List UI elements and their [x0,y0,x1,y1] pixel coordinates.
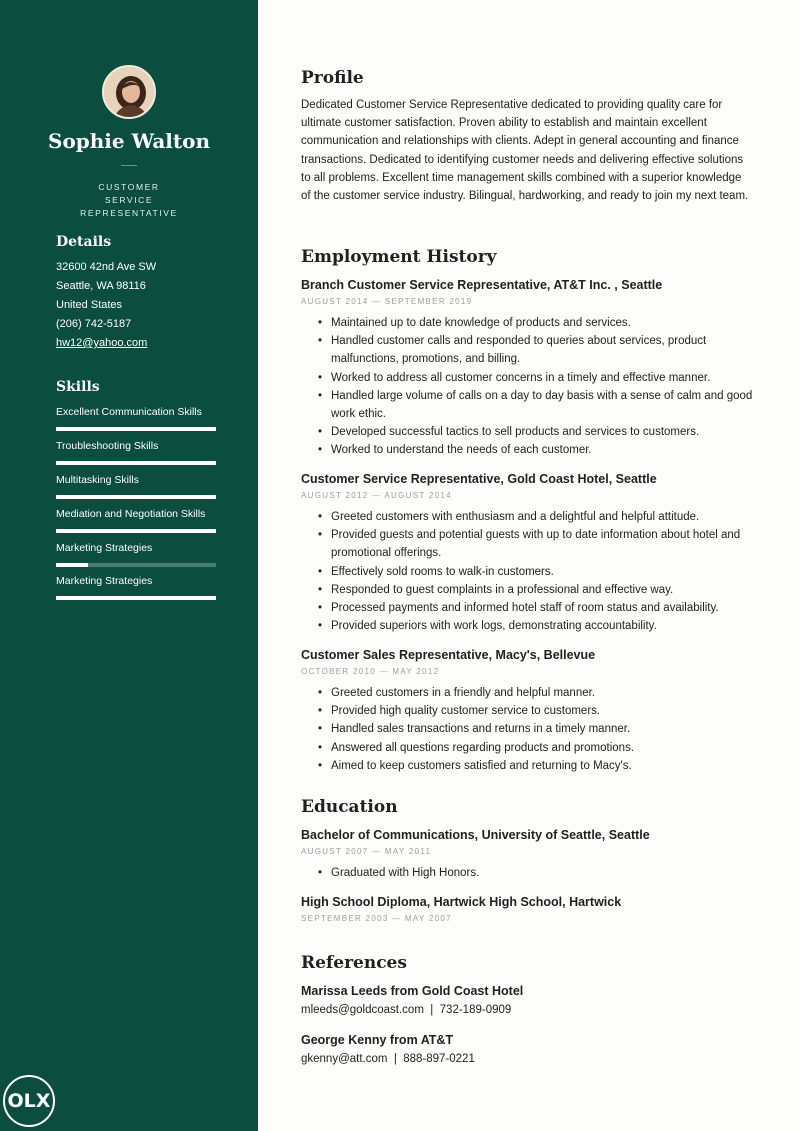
job-dates: OCTOBER 2010 — MAY 2012 [301,667,440,676]
bullet-item: • Answered all questions regarding products and promotions. [331,739,756,757]
skill-item [56,542,216,567]
skill-label: Troubleshooting Skills [56,440,159,452]
skill-bar [56,596,216,600]
person-name: Sophie Walton [48,129,210,153]
reference-contact: gkenny@att.com | 888-897-0221 [301,1053,475,1065]
skill-label: Excellent Communication Skills [56,406,202,418]
bullet-item: • Greeted customers in a friendly and helpful manner. [331,684,756,702]
skill-bar [56,461,216,465]
employment-heading: Employment History [301,247,497,267]
bullet-item: • Worked to understand the needs of each customer. [331,441,756,459]
avatar-portrait [104,67,156,119]
reference-contact: mleeds@goldcoast.com | 732-189-0909 [301,1004,512,1016]
profile-heading: Profile [301,68,364,88]
job-dates: AUGUST 2014 — SEPTEMBER 2019 [301,297,473,306]
skill-item [56,474,216,499]
references-heading: References [301,953,407,973]
skill-item [56,440,216,465]
skill-bar-fill [56,563,88,567]
skill-label: Marketing Strategies [56,542,153,554]
address-line-2: Seattle, WA 98116 [56,280,146,292]
job-title: Branch Customer Service Representative, AT&T Inc. , Seattle [301,278,663,292]
bullet-item: • Effectively sold rooms to walk-in customers. [331,563,756,581]
skill-bar [56,495,216,499]
bullet-item: • Developed successful tactics to sell products and services to customers. [331,423,756,441]
reference-name: George Kenny from AT&T [301,1033,454,1047]
skill-bar [56,529,216,533]
bullet-item: • Maintained up to date knowledge of products and services. [331,314,756,332]
bullet-item: • Handled large volume of calls on a day to day basis with a sense of calm and good work ethic. [331,387,756,423]
education-title: Bachelor of Communications, University of Seattle, Seattle [301,828,650,842]
skills-heading: Skills [56,379,100,395]
skill-item [56,575,216,600]
education-dates: SEPTEMBER 2003 — MAY 2007 [301,914,452,923]
skill-bar-fill [56,461,216,465]
skill-bar-fill [56,427,216,431]
job-bullets [331,684,756,775]
skill-label: Multitasking Skills [56,474,139,486]
job-title: Customer Service Representative, Gold Coast Hotel, Seattle [301,472,657,486]
person-title-text: CUSTOMER SERVICE REPRESENTATIVE [80,182,178,218]
skill-bar [56,427,216,431]
bullet-item: • Provided superiors with work logs, demonstrating accountability. [331,617,756,635]
skill-bar-fill [56,596,216,600]
job-title: Customer Sales Representative, Macy's, Bellevue [301,648,596,662]
olx-watermark-logo: OLX [3,1075,55,1127]
bullet-item: • Provided guests and potential guests with up to date information about hotel and promotional offerings. [331,526,756,562]
profile-text: Dedicated Customer Service Representative dedicated to providing quality care for ultimate customer satisfaction. Proven ability to establish and maintain excellent communication and relationships with clients. Adept in general accounting and finance transactions. Dedicated to identifying customer needs and delivering effective solutions to all problems. Excellent time management skills combined with a superior knowledge of the customer service industry. Bilingual, hardworking, and ready to join my next team. [301,99,749,203]
education-heading: Education [301,797,398,817]
bullet-item: • Worked to address all customer concerns in a timely and effective manner. [331,369,756,387]
email-link[interactable]: hw12@yahoo.com [56,337,148,349]
skill-item [56,508,216,533]
bullet-item: • Processed payments and informed hotel staff of room status and availability. [331,599,756,617]
skill-bar [56,563,216,567]
bullet-item: • Provided high quality customer service to customers. [331,702,756,720]
education-dates: AUGUST 2007 — MAY 2011 [301,847,432,856]
job-bullets [331,508,756,635]
address-line-1: 32600 42nd Ave SW [56,261,157,273]
bullet-item: • Greeted customers with enthusiasm and a delightful and helpful attitude. [331,508,756,526]
avatar [102,65,156,119]
person-title [0,181,258,220]
details-heading: Details [56,234,112,250]
job-bullets [331,314,756,460]
skill-label: Marketing Strategies [56,575,153,587]
bullet-item: • Aimed to keep customers satisfied and returning to Macy's. [331,757,756,775]
country: United States [56,299,123,311]
bullet-item: • Responded to guest complaints in a professional and effective way. [331,581,756,599]
phone: (206) 742-5187 [56,318,132,330]
education-title: High School Diploma, Hartwick High School, Hartwick [301,895,622,909]
bullet-item: • Handled sales transactions and returns in a timely manner. [331,720,756,738]
sidebar [0,0,258,1131]
skill-item [56,406,216,431]
bullet-item: • Graduated with High Honors. [331,864,756,882]
job-dates: AUGUST 2012 — AUGUST 2014 [301,491,452,500]
reference-name: Marissa Leeds from Gold Coast Hotel [301,984,524,998]
education-bullets [331,864,756,882]
skill-bar-fill [56,529,216,533]
skill-label: Mediation and Negotiation Skills [56,508,206,520]
name-divider [121,165,137,166]
skill-bar-fill [56,495,216,499]
bullet-item: • Handled customer calls and responded to queries about services, product malfunctions, promotions, and billing. [331,332,756,368]
